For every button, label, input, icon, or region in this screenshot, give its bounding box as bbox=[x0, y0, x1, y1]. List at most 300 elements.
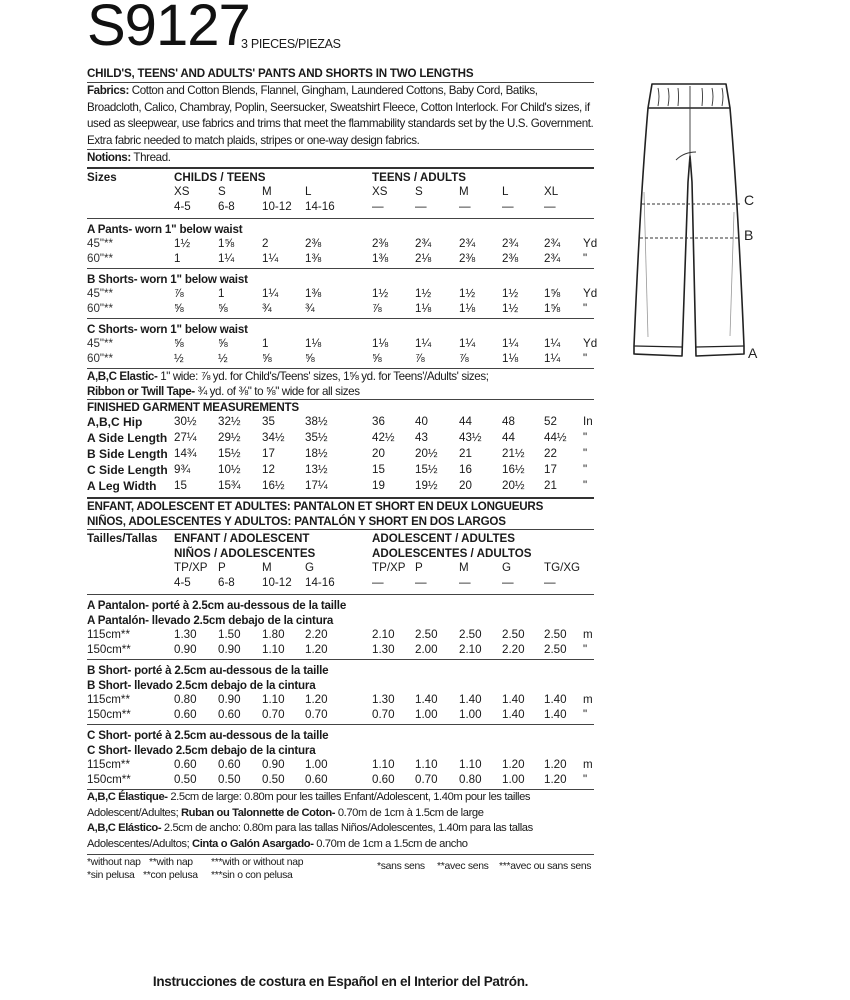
value-cell: 35½ bbox=[305, 431, 328, 444]
value-cell: 2.20 bbox=[305, 628, 328, 641]
value-cell: 1.10 bbox=[262, 693, 285, 706]
footnote-es-1: *sin pelusa bbox=[87, 870, 135, 881]
value-cell: 15½ bbox=[218, 447, 241, 460]
size-cell: — bbox=[372, 199, 384, 213]
value-cell: 40 bbox=[415, 415, 428, 428]
table-row bbox=[87, 415, 594, 431]
size-cell: M bbox=[262, 185, 272, 198]
yardage-section-title: B Shorts- worn 1" below waist bbox=[87, 273, 248, 286]
size-cell: — bbox=[459, 575, 471, 589]
row-label: A,B,C Hip bbox=[87, 415, 143, 429]
metric-yardage-section bbox=[87, 595, 594, 659]
row-label: C Side Length bbox=[87, 463, 168, 477]
size-cell: — bbox=[459, 199, 471, 213]
table-row bbox=[87, 302, 594, 317]
value-cell: 44 bbox=[502, 431, 515, 444]
value-cell: 16½ bbox=[502, 463, 525, 476]
value-cell: 0.50 bbox=[174, 772, 197, 786]
sizes-label: Sizes bbox=[87, 170, 117, 184]
value-cell: 1¼ bbox=[459, 337, 476, 350]
value-cell: 2¾ bbox=[415, 237, 432, 250]
value-cell: 16 bbox=[459, 463, 472, 476]
size-cell: — bbox=[372, 575, 384, 589]
value-cell: 1.80 bbox=[262, 628, 285, 641]
size-cell: XS bbox=[372, 185, 388, 198]
table-row bbox=[87, 628, 594, 643]
value-cell: 1.20 bbox=[502, 758, 525, 771]
value-cell: 2.50 bbox=[544, 628, 567, 641]
size-cell: G bbox=[502, 561, 512, 574]
fabrics-body: Cotton and Cotton Blends, Flannel, Gingham, Laundered Cottons, Baby Cord, Batiks, Broadcloth, Calico, Chambray, Poplin, Seersucker, Sweatshirt Fleece, Cotton Interlock. For Child's sizes, if used as sleepwear, use fabrics and trims that meet the flammability standards set by the U.S. Government. Extra fabric needed to match plaids, stripes or one-way design fabrics. bbox=[87, 84, 594, 147]
value-cell: 1.20 bbox=[305, 693, 328, 706]
row-label: 115cm** bbox=[87, 758, 130, 771]
table-row bbox=[87, 337, 598, 352]
value-cell: 1.20 bbox=[305, 642, 328, 656]
unit-cell: " bbox=[583, 431, 588, 444]
row-label: 150cm** bbox=[87, 707, 131, 721]
pants-illustration bbox=[618, 82, 778, 372]
value-cell: ¾ bbox=[305, 301, 315, 315]
value-cell: 1⅝ bbox=[544, 301, 561, 315]
notions-body: Thread. bbox=[130, 151, 171, 164]
value-cell: ⅞ bbox=[174, 287, 184, 300]
table-row bbox=[87, 447, 594, 463]
spanish-instructions-note: Instrucciones de costura en Español en el Interior del Patrón. bbox=[152, 974, 529, 989]
value-cell: 2.50 bbox=[459, 628, 482, 641]
group-teens-adults: TEENS / ADULTS bbox=[372, 170, 467, 184]
row-label: 60"** bbox=[87, 251, 114, 265]
value-cell: 0.50 bbox=[262, 772, 285, 786]
value-cell: 1.40 bbox=[544, 707, 567, 721]
value-cell: 1¼ bbox=[218, 251, 235, 265]
metric-yardage-section bbox=[87, 725, 594, 789]
value-cell: 1¼ bbox=[544, 351, 561, 365]
value-cell: 1⅝ bbox=[218, 237, 235, 250]
value-cell: 1 bbox=[218, 287, 225, 300]
unit-cell: " bbox=[583, 707, 588, 721]
value-cell: 1.00 bbox=[305, 758, 328, 771]
value-cell: 0.70 bbox=[415, 772, 438, 786]
value-cell: 1½ bbox=[502, 301, 519, 315]
value-cell: 13½ bbox=[305, 463, 328, 476]
value-cell: 0.90 bbox=[218, 693, 241, 706]
pattern-envelope-back bbox=[87, 0, 598, 883]
row-label: 150cm** bbox=[87, 642, 131, 656]
value-cell: 1.00 bbox=[415, 707, 438, 721]
view-label-a: A bbox=[748, 345, 758, 361]
value-cell: 2¾ bbox=[502, 237, 519, 250]
value-cell: 1.40 bbox=[459, 693, 482, 706]
value-cell: 1.10 bbox=[372, 758, 395, 771]
value-cell: 2⅜ bbox=[372, 237, 389, 250]
size-cell: XS bbox=[174, 185, 190, 198]
value-cell: 10½ bbox=[218, 463, 241, 476]
value-cell: 1½ bbox=[415, 287, 432, 300]
value-cell: 21 bbox=[459, 447, 472, 460]
size-cell: S bbox=[415, 185, 423, 198]
ruban-text: 0.70m de 1cm à 1.5cm de large bbox=[335, 806, 484, 819]
value-cell: 2⅜ bbox=[305, 237, 322, 250]
value-cell: 1.30 bbox=[372, 693, 395, 706]
row-label: 115cm** bbox=[87, 693, 130, 706]
spanish-title: NIÑOS, ADOLESCENTES Y ADULTOS: PANTALÓN Y SHORT EN DOS LARGOS bbox=[87, 515, 506, 528]
notions-label: Notions: bbox=[87, 151, 131, 164]
size-cell: 14-16 bbox=[305, 575, 335, 589]
size-cell: — bbox=[544, 575, 556, 589]
metric-section-title-es: A Pantalón- llevado 2.5cm debajo de la cintura bbox=[87, 614, 334, 627]
value-cell: 2.50 bbox=[502, 628, 525, 641]
elastico-label: A,B,C Elástico- bbox=[87, 822, 162, 834]
footnote-es-3: ***sin o con pelusa bbox=[211, 870, 293, 881]
table-row bbox=[87, 479, 594, 495]
value-cell: 0.90 bbox=[218, 642, 241, 656]
value-cell: 17 bbox=[262, 447, 275, 460]
value-cell: 2.10 bbox=[459, 642, 482, 656]
value-cell: ⅝ bbox=[372, 351, 382, 365]
value-cell: 1½ bbox=[174, 237, 191, 250]
value-cell: 21 bbox=[544, 479, 557, 492]
value-cell: 15 bbox=[174, 479, 187, 492]
elastico-text: 2.5cm de ancho: 0.80m para las tallas Niños/Adolescentes, 1.40m para las tallas Adolescentes/Adultos; bbox=[87, 822, 533, 850]
footnotes bbox=[87, 855, 594, 883]
row-label: 60"** bbox=[87, 301, 114, 315]
pants-technical-drawing bbox=[618, 82, 778, 372]
value-cell: ⅝ bbox=[262, 351, 272, 365]
footnote-fr-2: **avec sens bbox=[437, 861, 489, 872]
unit-cell: " bbox=[583, 772, 588, 786]
value-cell: 1½ bbox=[372, 287, 389, 300]
metric-section-title-es: B Short- llevado 2.5cm debajo de la cintura bbox=[87, 679, 316, 692]
value-cell: 43 bbox=[415, 431, 428, 444]
value-cell: 2⅛ bbox=[415, 251, 432, 265]
value-cell: 48 bbox=[502, 415, 515, 428]
value-cell: 0.60 bbox=[372, 772, 395, 786]
value-cell: 20 bbox=[372, 447, 385, 460]
value-cell: 2⅜ bbox=[502, 251, 519, 265]
value-cell: ⅝ bbox=[174, 301, 184, 315]
pattern-number: S9127 bbox=[87, 0, 250, 58]
value-cell: 20½ bbox=[502, 479, 525, 492]
value-cell: 15¾ bbox=[218, 479, 241, 492]
value-cell: 2.50 bbox=[415, 628, 438, 641]
unit-cell: " bbox=[583, 447, 588, 460]
row-label: 150cm** bbox=[87, 772, 131, 786]
measurements-table bbox=[87, 415, 594, 495]
yardage-metric bbox=[87, 595, 594, 790]
value-cell: 0.90 bbox=[174, 642, 197, 656]
value-cell: 1⅛ bbox=[372, 337, 389, 350]
elastic-text: 1" wide: ⅞ yd. for Child's/Teens' sizes, 1⅝ yd. for Teens'/Adults' sizes; bbox=[157, 370, 489, 383]
metric-size-ranges-row bbox=[87, 576, 594, 591]
group-adolescent: ADOLESCENT / ADULTES bbox=[372, 532, 515, 545]
footnote-en-2: **with nap bbox=[149, 857, 193, 868]
value-cell: 43½ bbox=[459, 431, 482, 444]
metric-section-title-fr: C Short- porté à 2.5cm au-dessous de la taille bbox=[87, 729, 329, 742]
elastic-metric bbox=[87, 790, 594, 852]
value-cell: 0.60 bbox=[305, 772, 328, 786]
metric-sizes-header bbox=[87, 532, 594, 590]
value-cell: ½ bbox=[218, 351, 228, 365]
value-cell: 1¼ bbox=[262, 251, 279, 265]
footnote-en-3: ***with or without nap bbox=[211, 857, 304, 868]
value-cell: 1.30 bbox=[372, 642, 395, 656]
value-cell: 1 bbox=[262, 337, 269, 350]
ribbon-label: Ribbon or Twill Tape- bbox=[87, 385, 195, 398]
value-cell: 1¼ bbox=[544, 337, 561, 350]
value-cell: 1.40 bbox=[415, 693, 438, 706]
table-row bbox=[87, 252, 594, 267]
table-row bbox=[87, 352, 594, 367]
table-row bbox=[87, 463, 594, 479]
value-cell: 0.90 bbox=[262, 758, 285, 771]
size-cell: L bbox=[305, 185, 312, 198]
value-cell: 1 bbox=[174, 251, 181, 265]
value-cell: 1⅛ bbox=[459, 301, 476, 315]
size-cell: 14-16 bbox=[305, 199, 335, 213]
value-cell: 2.20 bbox=[502, 642, 525, 656]
value-cell: 35 bbox=[262, 415, 275, 428]
measurements-title: FINISHED GARMENT MEASUREMENTS bbox=[87, 401, 299, 414]
value-cell: 1⅜ bbox=[305, 287, 322, 300]
view-label-c: C bbox=[744, 192, 755, 208]
footnote-fr-1: *sans sens bbox=[377, 861, 425, 872]
ribbon-text: ¾ yd. of ⅜" to ⅝" wide for all sizes bbox=[194, 385, 360, 398]
value-cell: 20 bbox=[459, 479, 472, 492]
table-row bbox=[87, 431, 594, 447]
size-cell: 6-8 bbox=[218, 199, 235, 213]
value-cell: 44 bbox=[459, 415, 472, 428]
metric-yardage-section bbox=[87, 660, 594, 724]
size-cell: S bbox=[218, 185, 226, 198]
value-cell: 2¾ bbox=[459, 237, 476, 250]
value-cell: 1.20 bbox=[544, 758, 567, 771]
elastic-english bbox=[87, 369, 594, 399]
value-cell: 19 bbox=[372, 479, 385, 492]
sizes-header bbox=[87, 171, 594, 215]
size-cell: — bbox=[415, 199, 427, 213]
value-cell: 1.40 bbox=[502, 693, 525, 706]
cinta-text: 0.70m de 1cm a 1.5cm de ancho bbox=[313, 837, 468, 850]
value-cell: 22 bbox=[544, 447, 557, 460]
value-cell: 1½ bbox=[459, 287, 476, 300]
value-cell: 0.60 bbox=[174, 707, 197, 721]
unit-cell: " bbox=[583, 301, 588, 315]
value-cell: 2¾ bbox=[544, 251, 561, 265]
value-cell: 1⅜ bbox=[305, 251, 322, 265]
size-cell: P bbox=[218, 561, 226, 574]
yardage-section-title: C Shorts- worn 1" below waist bbox=[87, 323, 248, 336]
value-cell: ⅝ bbox=[174, 337, 184, 350]
value-cell: 15 bbox=[372, 463, 385, 476]
size-cell: 6-8 bbox=[218, 575, 235, 589]
row-label: A Leg Width bbox=[87, 479, 157, 493]
value-cell: 9¾ bbox=[174, 463, 191, 476]
size-cell: 4-5 bbox=[174, 575, 191, 589]
table-row bbox=[87, 693, 594, 708]
value-cell: ¾ bbox=[262, 301, 272, 315]
elastique-text: 2.5cm de large: 0.80m pour les tailles Enfant/Adolescent, 1.40m pour les tailles Adolescent/Adultes; bbox=[87, 791, 531, 819]
value-cell: 34½ bbox=[262, 431, 285, 444]
view-label-b: B bbox=[744, 227, 754, 243]
cinta-label: Cinta o Galón Asargado- bbox=[192, 837, 314, 850]
size-cell: 4-5 bbox=[174, 199, 191, 213]
footnote-fr-3: ***avec ou sans sens bbox=[499, 861, 592, 872]
unit-cell: In bbox=[583, 415, 593, 428]
unit-cell: " bbox=[583, 642, 588, 656]
unit-cell: " bbox=[583, 463, 588, 476]
group-childs-teens: CHILDS / TEENS bbox=[174, 170, 266, 184]
value-cell: 16½ bbox=[262, 479, 285, 492]
title-row bbox=[87, 0, 594, 62]
value-cell: 1.00 bbox=[502, 772, 525, 786]
size-cell: G bbox=[305, 561, 315, 574]
value-cell: 17¼ bbox=[305, 479, 328, 492]
row-label: 45"** bbox=[87, 237, 114, 250]
french-title: ENFANT, ADOLESCENT ET ADULTES: PANTALON ET SHORT EN DEUX LONGUEURS bbox=[87, 500, 544, 513]
value-cell: 0.60 bbox=[174, 758, 197, 771]
value-cell: 2.10 bbox=[372, 628, 395, 641]
value-cell: 1.50 bbox=[218, 628, 241, 641]
yardage-section bbox=[87, 319, 598, 368]
value-cell: 20½ bbox=[415, 447, 438, 460]
unit-cell: Yd bbox=[583, 287, 598, 300]
value-cell: 2⅜ bbox=[459, 251, 476, 265]
unit-cell: Yd bbox=[583, 337, 598, 350]
table-row bbox=[87, 773, 594, 788]
group-enfant: ENFANT / ADOLESCENT bbox=[174, 532, 310, 545]
value-cell: 44½ bbox=[544, 431, 567, 444]
value-cell: 32½ bbox=[218, 415, 241, 428]
size-cell: — bbox=[544, 199, 556, 213]
value-cell: ⅝ bbox=[218, 301, 228, 315]
pattern-title: CHILD'S, TEENS' AND ADULTS' PANTS AND SHORTS IN TWO LENGTHS bbox=[87, 67, 474, 80]
value-cell: 1½ bbox=[502, 287, 519, 300]
value-cell: 38½ bbox=[305, 415, 328, 428]
value-cell: 1.10 bbox=[415, 758, 438, 771]
unit-cell: Yd bbox=[583, 237, 598, 250]
value-cell: 1.10 bbox=[262, 642, 285, 656]
footnote-en-1: *without nap bbox=[87, 857, 141, 868]
value-cell: 15½ bbox=[415, 463, 438, 476]
size-ranges-row bbox=[87, 200, 594, 215]
value-cell: 12 bbox=[262, 463, 275, 476]
unit-cell: m bbox=[583, 628, 593, 641]
value-cell: 1.30 bbox=[174, 628, 197, 641]
value-cell: 14¾ bbox=[174, 447, 197, 460]
value-cell: ⅞ bbox=[372, 301, 382, 315]
size-cell: TP/XP bbox=[174, 561, 208, 574]
value-cell: 21½ bbox=[502, 447, 525, 460]
size-cell: 10-12 bbox=[262, 199, 292, 213]
value-cell: 1⅛ bbox=[415, 301, 432, 315]
yardage-section-title: A Pants- worn 1" below waist bbox=[87, 223, 243, 236]
metric-section-title-fr: A Pantalon- porté à 2.5cm au-dessous de la taille bbox=[87, 599, 347, 612]
value-cell: 2.00 bbox=[415, 642, 438, 656]
table-row bbox=[87, 287, 598, 302]
yardage-english bbox=[87, 219, 598, 369]
table-row bbox=[87, 643, 594, 658]
fabrics-label: Fabrics: bbox=[87, 84, 129, 97]
value-cell: 0.60 bbox=[218, 707, 241, 721]
value-cell: 1¼ bbox=[502, 337, 519, 350]
size-cell: L bbox=[502, 185, 509, 198]
unit-cell: " bbox=[583, 351, 588, 365]
size-cell: 10-12 bbox=[262, 575, 292, 589]
tailles-label: Tailles/Tallas bbox=[87, 532, 158, 545]
metric-section-title-es: C Short- llevado 2.5cm debajo de la cintura bbox=[87, 744, 316, 757]
yardage-section bbox=[87, 219, 598, 268]
value-cell: 17 bbox=[544, 463, 557, 476]
value-cell: 0.80 bbox=[459, 772, 482, 786]
unit-cell: m bbox=[583, 758, 593, 771]
unit-cell: m bbox=[583, 693, 593, 706]
footnote-es-2: **con pelusa bbox=[143, 870, 198, 881]
value-cell: 1.10 bbox=[459, 758, 482, 771]
value-cell: ⅞ bbox=[415, 351, 425, 365]
value-cell: 2.50 bbox=[544, 642, 567, 656]
size-cell: M bbox=[459, 561, 469, 574]
row-label: A Side Length bbox=[87, 431, 168, 445]
value-cell: 19½ bbox=[415, 479, 438, 492]
unit-cell: " bbox=[583, 479, 588, 492]
size-cell: — bbox=[502, 575, 514, 589]
value-cell: 1.00 bbox=[459, 707, 482, 721]
value-cell: 29½ bbox=[218, 431, 241, 444]
table-row bbox=[87, 758, 594, 773]
elastic-label: A,B,C Elastic- bbox=[87, 370, 158, 383]
size-cell: TP/XP bbox=[372, 561, 406, 574]
table-row bbox=[87, 708, 594, 723]
size-cell: P bbox=[415, 561, 423, 574]
value-cell: ⅝ bbox=[305, 351, 315, 365]
value-cell: 18½ bbox=[305, 447, 328, 460]
table-row bbox=[87, 237, 598, 252]
value-cell: ⅞ bbox=[459, 351, 469, 365]
value-cell: 0.70 bbox=[372, 707, 395, 721]
fabrics-text bbox=[87, 83, 594, 149]
value-cell: 2¾ bbox=[544, 237, 561, 250]
pieces-count: 3 PIECES/PIEZAS bbox=[241, 37, 341, 51]
value-cell: 1.40 bbox=[544, 693, 567, 706]
notions-text bbox=[87, 150, 594, 167]
value-cell: 0.50 bbox=[218, 772, 241, 786]
size-cell: XL bbox=[544, 185, 559, 198]
value-cell: 1⅝ bbox=[544, 287, 561, 300]
value-cell: 1⅜ bbox=[372, 251, 389, 265]
group-ninos: NIÑOS / ADOLESCENTES bbox=[174, 546, 316, 560]
size-cell: — bbox=[415, 575, 427, 589]
size-cell: TG/XG bbox=[544, 561, 581, 574]
value-cell: 0.80 bbox=[174, 693, 197, 706]
ruban-label: Ruban ou Talonnette de Coton- bbox=[181, 806, 336, 819]
metric-size-codes-row bbox=[87, 561, 594, 576]
row-label: 60"** bbox=[87, 351, 114, 365]
size-codes-row bbox=[87, 185, 594, 200]
row-label: 45"** bbox=[87, 287, 114, 300]
row-label: B Side Length bbox=[87, 447, 168, 461]
value-cell: ½ bbox=[174, 351, 184, 365]
metric-section-title-fr: B Short- porté à 2.5cm au-dessous de la taille bbox=[87, 664, 329, 677]
size-cell: — bbox=[502, 199, 514, 213]
value-cell: 27¼ bbox=[174, 431, 197, 444]
yardage-section bbox=[87, 269, 598, 318]
row-label: 115cm** bbox=[87, 628, 130, 641]
value-cell: 2 bbox=[262, 237, 269, 250]
value-cell: 52 bbox=[544, 415, 557, 428]
value-cell: 0.60 bbox=[218, 758, 241, 771]
value-cell: ⅝ bbox=[218, 337, 228, 350]
row-label: 45"** bbox=[87, 337, 114, 350]
